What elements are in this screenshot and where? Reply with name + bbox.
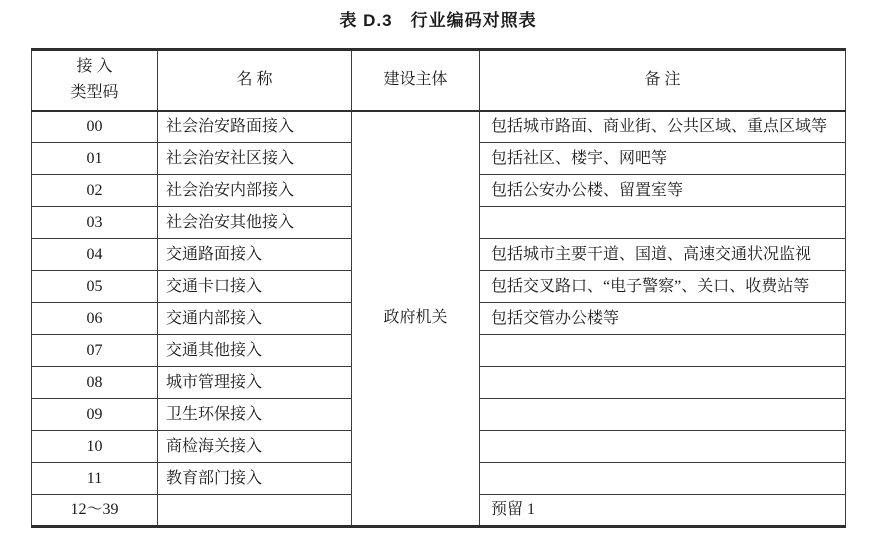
cell-remark: 包括城市主要干道、国道、高速交通状况监视	[480, 239, 846, 271]
cell-access-type-code: 10	[32, 431, 158, 463]
cell-name: 卫生环保接入	[158, 399, 352, 431]
header-access-code-line2: 类型码	[70, 84, 119, 102]
table-row	[32, 111, 846, 143]
cell-name: 交通路面接入	[158, 239, 352, 271]
col-header-name: 名 称	[158, 50, 352, 111]
cell-access-type-code: 01	[32, 143, 158, 175]
cell-name: 城市管理接入	[158, 367, 352, 399]
cell-name: 教育部门接入	[158, 463, 352, 495]
cell-remark: 包括交叉路口、“电子警察”、关口、收费站等	[480, 271, 846, 303]
cell-access-type-code: 00	[32, 111, 158, 143]
cell-remark: 包括公安办公楼、留置室等	[480, 175, 846, 207]
cell-remark	[480, 463, 846, 495]
cell-access-type-code: 05	[32, 271, 158, 303]
cell-remark	[480, 335, 846, 367]
industry-code-table	[31, 48, 846, 528]
col-header-builder: 建设主体	[352, 50, 480, 111]
cell-name: 社会治安其他接入	[158, 207, 352, 239]
cell-name: 交通卡口接入	[158, 271, 352, 303]
cell-access-type-code: 08	[32, 367, 158, 399]
table-caption: 表 D.3 行业编码对照表	[339, 11, 537, 30]
cell-access-type-code: 06	[32, 303, 158, 335]
cell-builder-merged: 政府机关	[352, 111, 480, 527]
cell-name	[158, 495, 352, 527]
cell-remark: 包括城市路面、商业街、公共区域、重点区域等	[480, 111, 846, 143]
cell-remark	[480, 367, 846, 399]
cell-remark: 包括交管办公楼等	[480, 303, 846, 335]
cell-remark: 预留 1	[480, 495, 846, 527]
cell-remark	[480, 431, 846, 463]
cell-access-type-code: 04	[32, 239, 158, 271]
cell-remark: 包括社区、楼宇、网吧等	[480, 143, 846, 175]
cell-access-type-code: 11	[32, 463, 158, 495]
cell-access-type-code: 12～39	[32, 495, 158, 527]
cell-name: 社会治安路面接入	[158, 111, 352, 143]
cell-name: 交通其他接入	[158, 335, 352, 367]
cell-remark	[480, 399, 846, 431]
cell-remark	[480, 207, 846, 239]
cell-access-type-code: 09	[32, 399, 158, 431]
cell-access-type-code: 07	[32, 335, 158, 367]
cell-access-type-code: 03	[32, 207, 158, 239]
col-header-remark: 备 注	[480, 50, 846, 111]
cell-name: 社会治安社区接入	[158, 143, 352, 175]
cell-name: 商检海关接入	[158, 431, 352, 463]
header-row	[32, 50, 846, 111]
cell-access-type-code: 02	[32, 175, 158, 207]
cell-name: 社会治安内部接入	[158, 175, 352, 207]
cell-name: 交通内部接入	[158, 303, 352, 335]
header-access-code-line1: 接 入	[76, 58, 113, 76]
col-header-access-type-code	[32, 50, 158, 111]
